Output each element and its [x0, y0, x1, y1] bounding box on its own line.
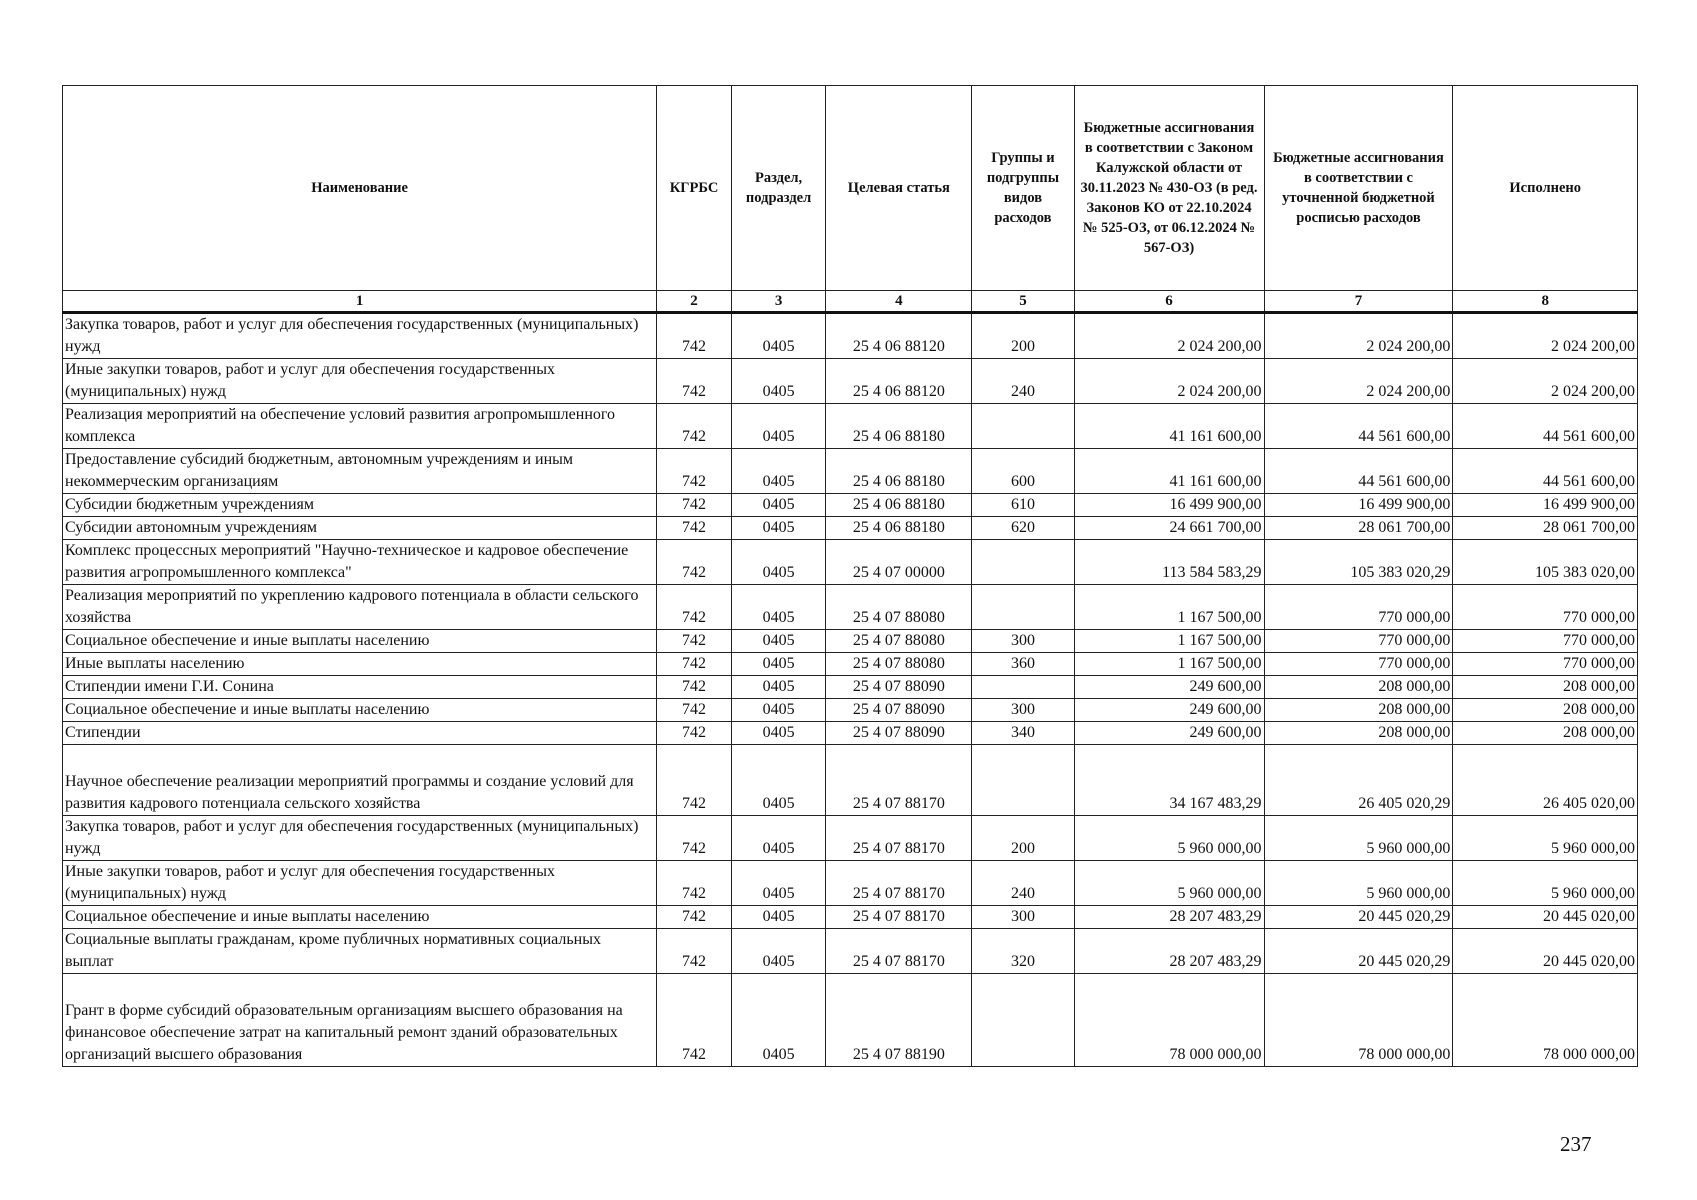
row-kgrbs: 742	[657, 974, 732, 1067]
row-name: Грант в форме субсидий образовательным организациям высшего образования на финансовое обеспечение затрат на капитальный ремонт зданий образовательных организаций высшего образования	[63, 974, 657, 1067]
row-name: Социальное обеспечение и иные выплаты населению	[63, 699, 657, 722]
row-target: 25 4 07 88090	[826, 722, 972, 745]
row-law-amount: 2 024 200,00	[1074, 313, 1264, 359]
row-section: 0405	[731, 359, 825, 404]
row-executed-amount: 5 960 000,00	[1453, 816, 1638, 861]
table-row	[63, 906, 1638, 929]
row-section: 0405	[731, 313, 825, 359]
row-kgrbs: 742	[657, 540, 732, 585]
row-refined-amount: 26 405 020,29	[1264, 745, 1453, 816]
row-name: Иные закупки товаров, работ и услуг для обеспечения государственных (муниципальных) нужд	[63, 359, 657, 404]
row-section: 0405	[731, 540, 825, 585]
row-section: 0405	[731, 676, 825, 699]
row-refined-amount: 28 061 700,00	[1264, 517, 1453, 540]
row-group	[972, 745, 1074, 816]
row-executed-amount: 105 383 020,00	[1453, 540, 1638, 585]
row-law-amount: 249 600,00	[1074, 699, 1264, 722]
budget-table	[62, 85, 1638, 1067]
row-refined-amount: 5 960 000,00	[1264, 861, 1453, 906]
row-group: 340	[972, 722, 1074, 745]
row-kgrbs: 742	[657, 676, 732, 699]
row-target: 25 4 07 00000	[826, 540, 972, 585]
table-row	[63, 449, 1638, 494]
row-executed-amount: 770 000,00	[1453, 653, 1638, 676]
row-executed-amount: 208 000,00	[1453, 676, 1638, 699]
row-kgrbs: 742	[657, 745, 732, 816]
row-group	[972, 540, 1074, 585]
row-target: 25 4 07 88080	[826, 630, 972, 653]
row-law-amount: 2 024 200,00	[1074, 359, 1264, 404]
row-group: 320	[972, 929, 1074, 974]
table-row	[63, 585, 1638, 630]
row-section: 0405	[731, 816, 825, 861]
column-number: 5	[972, 291, 1074, 313]
row-refined-amount: 208 000,00	[1264, 722, 1453, 745]
header-name: Наименование	[63, 86, 657, 291]
row-law-amount: 1 167 500,00	[1074, 653, 1264, 676]
row-refined-amount: 208 000,00	[1264, 676, 1453, 699]
row-section: 0405	[731, 906, 825, 929]
table-row	[63, 676, 1638, 699]
row-refined-amount: 770 000,00	[1264, 585, 1453, 630]
row-law-amount: 28 207 483,29	[1074, 929, 1264, 974]
table-row	[63, 745, 1638, 816]
table-row	[63, 699, 1638, 722]
row-target: 25 4 07 88080	[826, 653, 972, 676]
row-name: Субсидии автономным учреждениям	[63, 517, 657, 540]
row-name: Субсидии бюджетным учреждениям	[63, 494, 657, 517]
row-target: 25 4 07 88170	[826, 745, 972, 816]
row-target: 25 4 07 88090	[826, 699, 972, 722]
row-group: 240	[972, 359, 1074, 404]
table-row	[63, 630, 1638, 653]
row-group: 200	[972, 816, 1074, 861]
row-section: 0405	[731, 653, 825, 676]
row-section: 0405	[731, 929, 825, 974]
row-refined-amount: 2 024 200,00	[1264, 313, 1453, 359]
row-kgrbs: 742	[657, 359, 732, 404]
row-law-amount: 249 600,00	[1074, 676, 1264, 699]
row-section: 0405	[731, 585, 825, 630]
row-name: Научное обеспечение реализации мероприятий программы и создание условий для развития кадрового потенциала сельского хозяйства	[63, 745, 657, 816]
header-refined-allocations: Бюджетные ассигнования в соответствии с уточненной бюджетной росписью расходов	[1264, 86, 1453, 291]
header-target: Целевая статья	[826, 86, 972, 291]
row-kgrbs: 742	[657, 906, 732, 929]
row-refined-amount: 20 445 020,29	[1264, 906, 1453, 929]
row-law-amount: 41 161 600,00	[1074, 449, 1264, 494]
row-section: 0405	[731, 449, 825, 494]
row-kgrbs: 742	[657, 630, 732, 653]
table-row	[63, 517, 1638, 540]
row-law-amount: 16 499 900,00	[1074, 494, 1264, 517]
table-row	[63, 540, 1638, 585]
row-name: Иные закупки товаров, работ и услуг для обеспечения государственных (муниципальных) нужд	[63, 861, 657, 906]
row-refined-amount: 16 499 900,00	[1264, 494, 1453, 517]
row-refined-amount: 5 960 000,00	[1264, 816, 1453, 861]
row-kgrbs: 742	[657, 653, 732, 676]
row-name: Стипендии	[63, 722, 657, 745]
row-executed-amount: 78 000 000,00	[1453, 974, 1638, 1067]
row-target: 25 4 06 88180	[826, 517, 972, 540]
row-executed-amount: 208 000,00	[1453, 699, 1638, 722]
row-group	[972, 974, 1074, 1067]
row-group: 300	[972, 906, 1074, 929]
row-kgrbs: 742	[657, 585, 732, 630]
row-law-amount: 34 167 483,29	[1074, 745, 1264, 816]
column-number: 7	[1264, 291, 1453, 313]
row-kgrbs: 742	[657, 699, 732, 722]
row-target: 25 4 06 88180	[826, 449, 972, 494]
row-law-amount: 1 167 500,00	[1074, 630, 1264, 653]
row-name: Стипендии имени Г.И. Сонина	[63, 676, 657, 699]
row-kgrbs: 742	[657, 929, 732, 974]
row-law-amount: 1 167 500,00	[1074, 585, 1264, 630]
table-row	[63, 861, 1638, 906]
row-kgrbs: 742	[657, 722, 732, 745]
table-row	[63, 494, 1638, 517]
table-row	[63, 359, 1638, 404]
row-executed-amount: 44 561 600,00	[1453, 404, 1638, 449]
row-kgrbs: 742	[657, 816, 732, 861]
column-number-row	[63, 291, 1638, 313]
row-target: 25 4 06 88180	[826, 494, 972, 517]
row-law-amount: 113 584 583,29	[1074, 540, 1264, 585]
row-name: Социальные выплаты гражданам, кроме публичных нормативных социальных выплат	[63, 929, 657, 974]
column-number: 1	[63, 291, 657, 313]
row-section: 0405	[731, 404, 825, 449]
row-name: Реализация мероприятий на обеспечение условий развития агропромышленного комплекса	[63, 404, 657, 449]
row-section: 0405	[731, 630, 825, 653]
row-refined-amount: 105 383 020,29	[1264, 540, 1453, 585]
row-target: 25 4 06 88120	[826, 313, 972, 359]
row-target: 25 4 07 88170	[826, 816, 972, 861]
row-target: 25 4 07 88080	[826, 585, 972, 630]
row-target: 25 4 06 88180	[826, 404, 972, 449]
row-executed-amount: 44 561 600,00	[1453, 449, 1638, 494]
row-kgrbs: 742	[657, 449, 732, 494]
row-section: 0405	[731, 494, 825, 517]
row-executed-amount: 16 499 900,00	[1453, 494, 1638, 517]
table-row	[63, 816, 1638, 861]
row-refined-amount: 770 000,00	[1264, 653, 1453, 676]
row-section: 0405	[731, 517, 825, 540]
row-name: Социальное обеспечение и иные выплаты населению	[63, 906, 657, 929]
row-executed-amount: 208 000,00	[1453, 722, 1638, 745]
header-law-allocations: Бюджетные ассигнования в соответствии с Законом Калужской области от 30.11.2023 № 430-ОЗ (в ред. Законов КО от 22.10.2024 № 525-ОЗ, от 06.12.2024 № 567-ОЗ)	[1074, 86, 1264, 291]
row-target: 25 4 07 88170	[826, 929, 972, 974]
row-target: 25 4 06 88120	[826, 359, 972, 404]
table-header	[63, 86, 1638, 313]
column-number: 2	[657, 291, 732, 313]
row-group	[972, 585, 1074, 630]
row-name: Закупка товаров, работ и услуг для обеспечения государственных (муниципальных) нужд	[63, 313, 657, 359]
table-row	[63, 722, 1638, 745]
table-body	[63, 313, 1638, 1067]
row-refined-amount: 44 561 600,00	[1264, 404, 1453, 449]
row-target: 25 4 07 88190	[826, 974, 972, 1067]
row-name: Иные выплаты населению	[63, 653, 657, 676]
row-refined-amount: 208 000,00	[1264, 699, 1453, 722]
row-section: 0405	[731, 861, 825, 906]
row-law-amount: 78 000 000,00	[1074, 974, 1264, 1067]
column-number: 3	[731, 291, 825, 313]
row-law-amount: 28 207 483,29	[1074, 906, 1264, 929]
row-executed-amount: 770 000,00	[1453, 585, 1638, 630]
row-group: 360	[972, 653, 1074, 676]
header-group: Группы и подгруппы видов расходов	[972, 86, 1074, 291]
row-group	[972, 676, 1074, 699]
row-group: 300	[972, 699, 1074, 722]
row-executed-amount: 20 445 020,00	[1453, 929, 1638, 974]
row-group	[972, 404, 1074, 449]
row-section: 0405	[731, 974, 825, 1067]
row-group: 200	[972, 313, 1074, 359]
row-group: 620	[972, 517, 1074, 540]
row-kgrbs: 742	[657, 313, 732, 359]
row-executed-amount: 770 000,00	[1453, 630, 1638, 653]
row-law-amount: 5 960 000,00	[1074, 816, 1264, 861]
row-refined-amount: 770 000,00	[1264, 630, 1453, 653]
row-name: Закупка товаров, работ и услуг для обеспечения государственных (муниципальных) нужд	[63, 816, 657, 861]
row-refined-amount: 78 000 000,00	[1264, 974, 1453, 1067]
table-row	[63, 404, 1638, 449]
row-kgrbs: 742	[657, 861, 732, 906]
row-law-amount: 24 661 700,00	[1074, 517, 1264, 540]
row-target: 25 4 07 88170	[826, 906, 972, 929]
row-kgrbs: 742	[657, 517, 732, 540]
row-executed-amount: 20 445 020,00	[1453, 906, 1638, 929]
row-executed-amount: 2 024 200,00	[1453, 359, 1638, 404]
row-kgrbs: 742	[657, 404, 732, 449]
table-row	[63, 653, 1638, 676]
row-group: 240	[972, 861, 1074, 906]
column-number: 6	[1074, 291, 1264, 313]
row-executed-amount: 2 024 200,00	[1453, 313, 1638, 359]
row-section: 0405	[731, 699, 825, 722]
row-executed-amount: 28 061 700,00	[1453, 517, 1638, 540]
row-group: 610	[972, 494, 1074, 517]
row-name: Социальное обеспечение и иные выплаты населению	[63, 630, 657, 653]
row-executed-amount: 5 960 000,00	[1453, 861, 1638, 906]
row-kgrbs: 742	[657, 494, 732, 517]
row-law-amount: 41 161 600,00	[1074, 404, 1264, 449]
row-name: Реализация мероприятий по укреплению кадрового потенциала в области сельского хозяйства	[63, 585, 657, 630]
table-row	[63, 974, 1638, 1067]
row-group: 300	[972, 630, 1074, 653]
table-row	[63, 929, 1638, 974]
page-number: 237	[1560, 1132, 1592, 1156]
column-number: 8	[1453, 291, 1638, 313]
header-executed: Исполнено	[1453, 86, 1638, 291]
row-target: 25 4 07 88090	[826, 676, 972, 699]
header-kgrbs: КГРБС	[657, 86, 732, 291]
row-refined-amount: 44 561 600,00	[1264, 449, 1453, 494]
row-refined-amount: 20 445 020,29	[1264, 929, 1453, 974]
row-name: Комплекс процессных мероприятий "Научно-техническое и кадровое обеспечение развития агропромышленного комплекса"	[63, 540, 657, 585]
header-section: Раздел, подраздел	[731, 86, 825, 291]
row-law-amount: 5 960 000,00	[1074, 861, 1264, 906]
row-name: Предоставление субсидий бюджетным, автономным учреждениям и иным некоммерческим организациям	[63, 449, 657, 494]
header-row	[63, 86, 1638, 291]
row-target: 25 4 07 88170	[826, 861, 972, 906]
row-executed-amount: 26 405 020,00	[1453, 745, 1638, 816]
row-refined-amount: 2 024 200,00	[1264, 359, 1453, 404]
row-section: 0405	[731, 722, 825, 745]
row-law-amount: 249 600,00	[1074, 722, 1264, 745]
row-section: 0405	[731, 745, 825, 816]
column-number: 4	[826, 291, 972, 313]
table-row	[63, 313, 1638, 359]
row-group: 600	[972, 449, 1074, 494]
